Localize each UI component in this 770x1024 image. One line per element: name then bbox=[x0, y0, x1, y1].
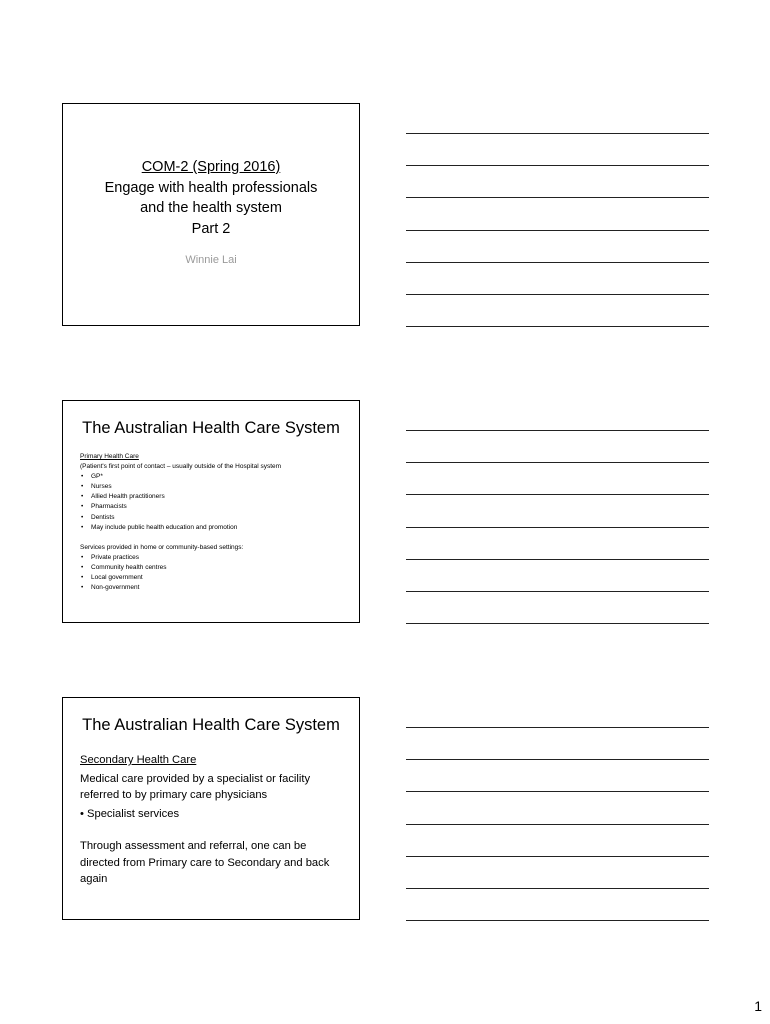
list-item: • Private practices bbox=[80, 553, 351, 563]
note-line bbox=[406, 559, 709, 560]
slide-3-body bbox=[80, 752, 349, 888]
slide-2-bullet-list-1 bbox=[80, 472, 351, 533]
slide-2-heading: Primary Health Care bbox=[80, 453, 139, 460]
note-line bbox=[406, 430, 709, 431]
slide-1-title-line: Part 2 bbox=[191, 220, 231, 237]
list-item: • Non-government bbox=[80, 583, 351, 593]
slide-3 bbox=[62, 697, 360, 920]
slide-1 bbox=[62, 103, 360, 326]
note-line bbox=[406, 462, 709, 463]
note-line bbox=[406, 920, 709, 921]
note-line bbox=[406, 133, 709, 134]
note-line bbox=[406, 527, 709, 528]
list-item: • Community health centres bbox=[80, 563, 351, 573]
slide-1-title-line: COM-2 (Spring 2016) bbox=[141, 159, 281, 175]
page-number: 1 bbox=[754, 998, 762, 1014]
note-line bbox=[406, 494, 709, 495]
slide-2-title: The Australian Health Care System bbox=[82, 419, 340, 437]
note-line bbox=[406, 856, 709, 857]
slide-2-body bbox=[80, 452, 351, 593]
slide-1-author: Winnie Lai bbox=[185, 254, 237, 266]
slide-1-title-line: Engage with health professionals bbox=[104, 179, 318, 196]
note-line bbox=[406, 623, 709, 624]
slide-2-bullet-list-2 bbox=[80, 553, 351, 593]
note-line bbox=[406, 230, 709, 231]
note-line bbox=[406, 888, 709, 889]
list-item: • Dentists bbox=[80, 513, 351, 523]
slide-1-title bbox=[63, 157, 359, 239]
slide-2 bbox=[62, 400, 360, 623]
slide-3-paragraph-1: Medical care provided by a specialist or facility referred to by primary care physicians bbox=[80, 772, 311, 801]
note-line bbox=[406, 727, 709, 728]
slide-3-heading: Secondary Health Care bbox=[80, 754, 197, 766]
list-item: • Nurses bbox=[80, 482, 351, 492]
slide-2-services-heading: Services provided in home or community-based settings: bbox=[80, 543, 244, 551]
slide-3-paragraph-2: Through assessment and referral, one can be directed from Primary care to Secondary and back again bbox=[80, 840, 330, 885]
slide-3-bullet: • Specialist services bbox=[80, 807, 180, 820]
list-item: • GP* bbox=[80, 472, 351, 482]
note-line bbox=[406, 197, 709, 198]
list-item: • Local government bbox=[80, 573, 351, 583]
note-line bbox=[406, 326, 709, 327]
list-item: • Allied Health practitioners bbox=[80, 492, 351, 502]
note-line bbox=[406, 165, 709, 166]
note-line bbox=[406, 759, 709, 760]
slide-2-subheading: (Patient's first point of contact – usually outside of the Hospital system bbox=[80, 463, 282, 471]
note-line bbox=[406, 791, 709, 792]
note-line bbox=[406, 591, 709, 592]
slide-1-title-line: and the health system bbox=[140, 200, 282, 216]
note-line bbox=[406, 824, 709, 825]
list-item: • May include public health education and promotion bbox=[80, 523, 351, 533]
note-line bbox=[406, 262, 709, 263]
note-line bbox=[406, 294, 709, 295]
list-item: • Pharmacists bbox=[80, 502, 351, 512]
slide-3-title: The Australian Health Care System bbox=[82, 716, 340, 734]
